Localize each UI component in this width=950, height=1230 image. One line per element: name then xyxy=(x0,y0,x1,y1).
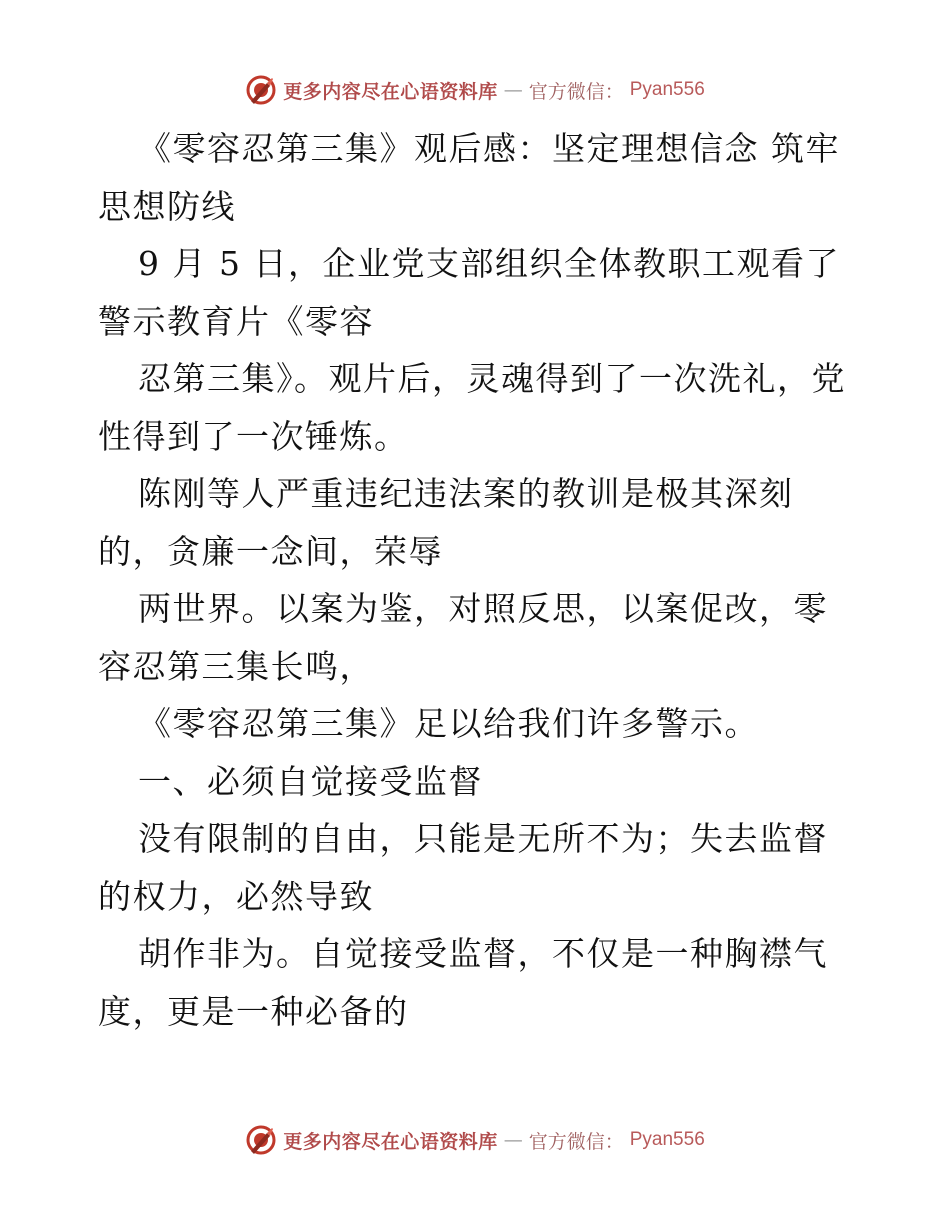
banner-wechat-id: Pyan556 xyxy=(629,1129,705,1150)
paragraph: 忍第三集》。观片后，灵魂得到了一次洗礼，党性得到了一次锤炼。 xyxy=(98,359,846,456)
document-body xyxy=(98,120,858,1040)
paragraph: 陈刚等人严重违纪违法案的教训是极其深刻的，贪廉一念间，荣辱 xyxy=(98,474,794,571)
paragraph: 两世界。以案为鉴，对照反思，以案促改，零容忍第三集长鸣， xyxy=(98,589,828,686)
footer-banner-inner xyxy=(245,1124,705,1156)
paragraph: 《零容忍第三集》足以给我们许多警示。 xyxy=(138,704,759,743)
paragraph: 胡作非为。自觉接受监督，不仅是一种胸襟气度，更是一种必备的 xyxy=(98,934,828,1031)
section-heading: 一、必须自觉接受监督 xyxy=(138,761,483,801)
header-banner xyxy=(0,70,950,110)
header-banner-inner xyxy=(245,74,705,106)
banner-wechat-id: Pyan556 xyxy=(629,79,705,100)
banner-separator: — xyxy=(503,1129,523,1151)
paragraph: 没有限制的自由，只能是无所不为；失去监督的权力，必然导致 xyxy=(98,819,828,916)
banner-separator: — xyxy=(503,79,523,101)
footer-banner xyxy=(0,1120,950,1160)
banner-text: 更多内容尽在心语资料库 xyxy=(283,80,498,103)
document-title: 《零容忍第三集》观后感：坚定理想信念 筑牢思想防线 xyxy=(98,129,840,226)
paragraph: 9 月 5 日，企业党支部组织全体教职工观看了警示教育片《零容 xyxy=(98,244,840,341)
banner-wechat-label: 官方微信： xyxy=(528,80,624,103)
banner-wechat-label: 官方微信： xyxy=(528,1130,624,1153)
pen-logo-icon xyxy=(245,74,277,106)
pen-logo-icon xyxy=(245,1124,277,1156)
banner-text: 更多内容尽在心语资料库 xyxy=(283,1130,498,1153)
